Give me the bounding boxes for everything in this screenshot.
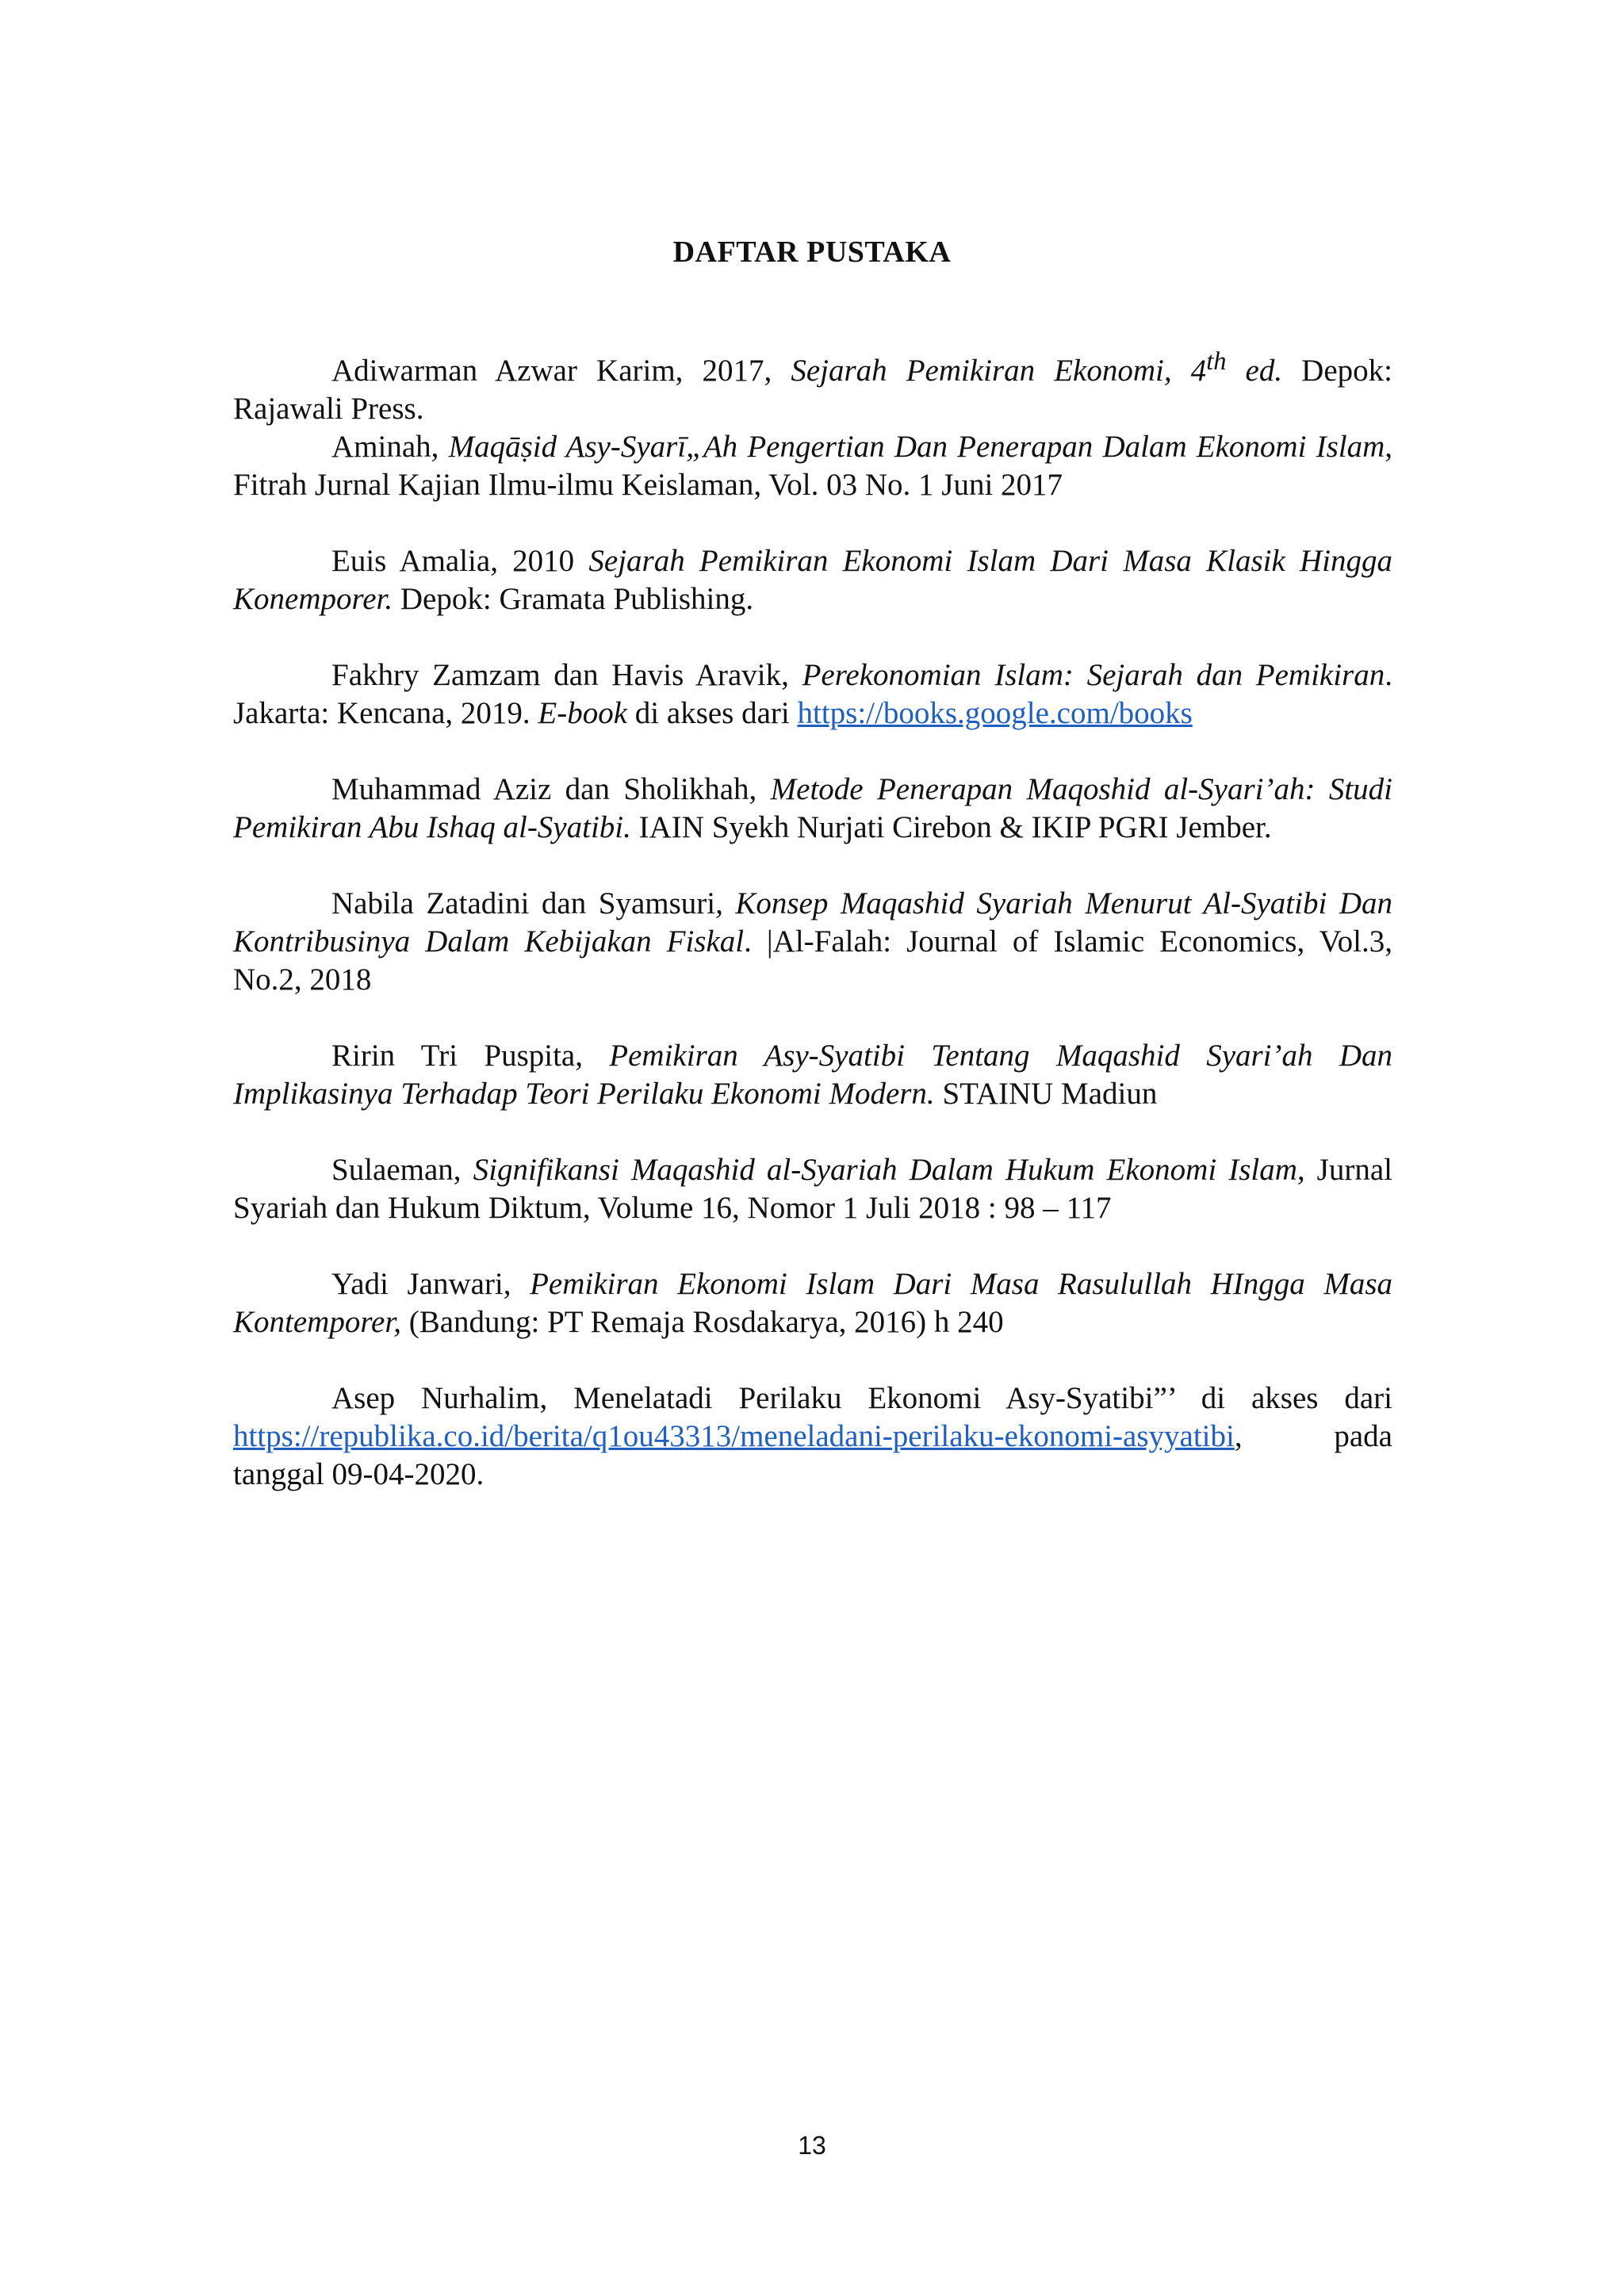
reference-entry (233, 428, 1392, 504)
reference-entry (233, 885, 1392, 999)
reference-entry (233, 1037, 1392, 1113)
reference-entry (233, 1151, 1392, 1227)
reference-text: Euis Amalia, 2010 (331, 544, 589, 578)
italic-title-text: Maqāṣid Asy-Syarī„Ah Pengertian Dan Penerapan Dalam Ekonomi Islam (448, 430, 1385, 464)
italic-title-text: Perekonomian Islam: Sejarah dan Pemikiran (802, 658, 1385, 692)
reference-text: STAINU Madiun (934, 1077, 1158, 1111)
reference-entry (233, 1265, 1392, 1341)
reference-text: (Bandung: PT Remaja Rosdakarya, 2016) h 240 (400, 1305, 1004, 1339)
page-number: 13 (798, 2131, 826, 2160)
reference-entry (233, 771, 1392, 847)
italic-title-text: , Konsep Maqashid Syariah Menurut Al-Syatibi Dan Kontribusinya Dalam Kebijakan Fiskal (233, 886, 1392, 959)
reference-link[interactable]: https://republika.co.id/berita/q1ou43313/meneladani-perilaku-ekonomi-asyyatibi (233, 1419, 1235, 1453)
italic-title-text: E-book (538, 696, 628, 730)
italic-title-text: Pemikiran Asy-Syatibi Tentang Maqashid Syari’ah Dan Implikasinya Terhadap Teori Perilaku Ekonomi Modern. (233, 1039, 1392, 1111)
page-title: DAFTAR PUSTAKA (672, 235, 952, 269)
reference-text: Depok: Gramata Publishing. (393, 582, 754, 616)
reference-list (233, 342, 1392, 1494)
reference-entry (233, 542, 1392, 618)
reference-entry (233, 342, 1392, 428)
reference-text: Asep Nurhalim, Menelatadi Perilaku Ekonomi Asy-Syatibi”’ di akses dari (331, 1381, 1392, 1415)
reference-text: , Fitrah Jurnal Kajian Ilmu-ilmu Keislaman, Vol. 03 No. 1 Juni 2017 (233, 430, 1392, 502)
italic-title-text: ed. (1226, 354, 1283, 388)
reference-link[interactable]: https://books.google.com/books (797, 696, 1193, 730)
reference-text: Ririn Tri Puspita, (331, 1039, 610, 1073)
reference-text: Aminah, (331, 430, 449, 464)
reference-text: Yadi Janwari, (331, 1267, 530, 1301)
superscript-text: th (1206, 347, 1227, 376)
italic-title-text: Pemikiran Ekonomi Islam Dari Masa Rasulullah HIngga Masa Kontemporer, (233, 1267, 1392, 1339)
reference-text: , pada tanggal 09-04-2020. (233, 1419, 1392, 1491)
reference-text: di akses dari (627, 696, 798, 730)
reference-text: Depok: Rajawali Press. (233, 354, 1392, 426)
reference-text: IAIN Syekh Nurjati Cirebon & IKIP PGRI Jember. (630, 810, 1272, 844)
reference-text: Fakhry Zamzam dan Havis Aravik, (331, 658, 802, 692)
italic-title-text: Sejarah Pemikiran Ekonomi, 4 (791, 354, 1207, 388)
reference-entry (233, 656, 1392, 733)
reference-text: Muhammad Aziz dan Sholikhah, (331, 772, 771, 806)
reference-entry (233, 1380, 1392, 1494)
reference-text: . |Al-Falah: Journal of Islamic Economics, Vol.3, No.2, 2018 (233, 924, 1392, 997)
italic-title-text: Sejarah Pemikiran Ekonomi Islam Dari Masa Klasik Hingga Konemporer. (233, 544, 1392, 616)
reference-text: Adiwarman Azwar Karim, 2017, (331, 354, 791, 388)
reference-text: Sulaeman, (331, 1153, 473, 1187)
reference-text: . Jakarta: Kencana, 2019. (233, 658, 1392, 730)
italic-title-text: Metode Penerapan Maqoshid al-Syari’ah: Studi Pemikiran Abu Ishaq al-Syatibi. (233, 772, 1392, 844)
reference-text: Jurnal Syariah dan Hukum Diktum, Volume 16, Nomor 1 Juli 2018 : 98 – 117 (233, 1153, 1392, 1225)
reference-text: Nabila Zatadini dan Syamsuri (331, 886, 716, 920)
italic-title-text: Signifikansi Maqashid al-Syariah Dalam Hukum Ekonomi Islam, (473, 1153, 1305, 1187)
